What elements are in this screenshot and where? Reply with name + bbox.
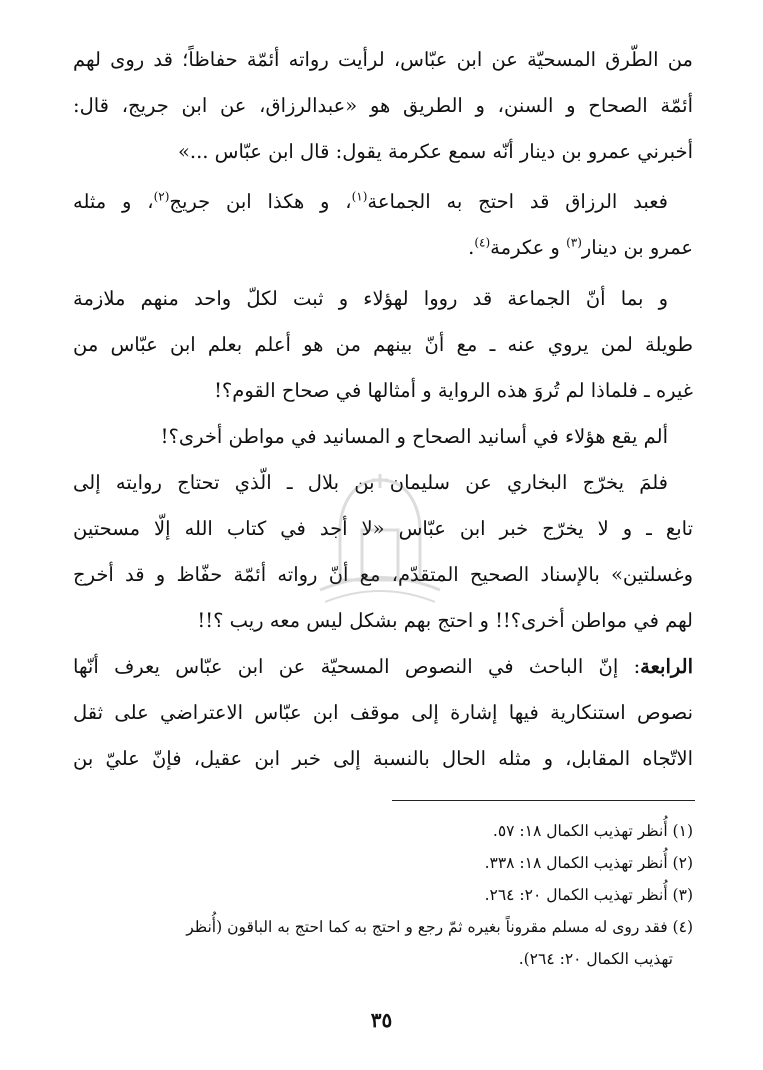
body-text: ، و مثله: [73, 190, 154, 213]
body-text: عمرو بن دينار: [581, 236, 693, 259]
body-line: أخبرني عمرو بن دينار أنّه سمع عكرمة يقول: قال ابن عبّاس ...»: [177, 140, 693, 163]
footnote: (٣) أُنظر تهذيب الكمال ٢٠: ٢٦٤.: [484, 886, 693, 904]
section-label: الرابعة: [640, 655, 693, 678]
footnote: (٢) أُنظر تهذيب الكمال ١٨: ٣٣٨.: [484, 854, 693, 872]
footnote: (١) أُنظر تهذيب الكمال ١٨: ٥٧.: [492, 822, 693, 840]
footnote-divider: [392, 800, 695, 801]
body-line: أئمّة الصحاح و السنن، و الطريق هو «عبدالرزاق، عن ابن جريج، قال:: [73, 94, 693, 117]
body-text: : إنّ الباحث في النصوص المسحيّة عن ابن عبّاس يعرف أنّها: [73, 655, 641, 678]
body-line: نصوص استنكارية فيها إشارة إلى موقف ابن عبّاس الاعتراضي على ثقل: [73, 701, 693, 724]
body-line: ألم يقع هؤلاء في أسانيد الصحاح و المسانيد في مواطن أخرى؟!: [160, 425, 668, 448]
footnote-ref[interactable]: (٣): [566, 235, 582, 250]
body-text: ، و هكذا ابن جريج: [169, 190, 352, 213]
body-line: من الطّرق المسحيّة عن ابن عبّاس، لرأيت رواته أئمّة حفاظاً؛ قد روى لهم: [73, 48, 693, 71]
body-line: تابع ـ و لا يخرّج خبر ابن عبّاس «لا أجد في كتاب الله إلّا مسحتين: [73, 517, 693, 540]
footnote: (٤) فقد روى له مسلم مقروناً بغيره ثمّ رجع و احتج به كما احتج به الباقون (أُنظر: [186, 918, 693, 936]
body-text: و عكرمة: [490, 236, 567, 259]
body-line-heading: [73, 649, 693, 685]
body-line: الاتّجاه المقابل، و مثله الحال بالنسبة إلى خبر ابن عقيل، فإنّ عليّ بن: [73, 747, 693, 770]
body-line-with-footnotes: [73, 230, 693, 266]
body-line: غيره ـ فلماذا لم تُروَ هذه الرواية و أمثالها في صحاح القوم؟!: [214, 379, 693, 402]
footnote-continuation: تهذيب الكمال ٢٠: ٢٦٤).: [518, 950, 673, 968]
body-text: .: [468, 236, 475, 259]
body-line: فلمَ يخرّج البخاري عن سليمان بن بلال ـ الّذي تحتاج روايته إلى: [73, 471, 668, 494]
footnote-ref[interactable]: (٢): [153, 189, 170, 204]
body-line-with-footnotes: [73, 184, 668, 220]
footnote-ref[interactable]: (٤): [474, 235, 491, 250]
body-line: و بما أنّ الجماعة قد رووا لهؤلاء و ثبت لكلّ واحد منهم ملازمة: [73, 287, 668, 310]
library-watermark-icon: [300, 470, 460, 610]
body-text: فعبد الرزاق قد احتج به الجماعة: [367, 190, 668, 213]
page-number: ٣٥: [370, 1008, 393, 1032]
body-line: لهم في مواطن أخرى؟!! و احتج بهم بشكل ليس معه ريب ؟!!: [197, 609, 693, 632]
body-line: طويلة لمن يروي عنه ـ مع أنّ بينهم من هو أعلم بعلم ابن عبّاس من: [73, 333, 693, 356]
body-line: وغسلتين» بالإسناد الصحيح المتقدّم، مع أنّ رواته أئمّة حفّاظ و قد أخرج: [73, 563, 693, 586]
footnote-ref[interactable]: (١): [351, 189, 368, 204]
